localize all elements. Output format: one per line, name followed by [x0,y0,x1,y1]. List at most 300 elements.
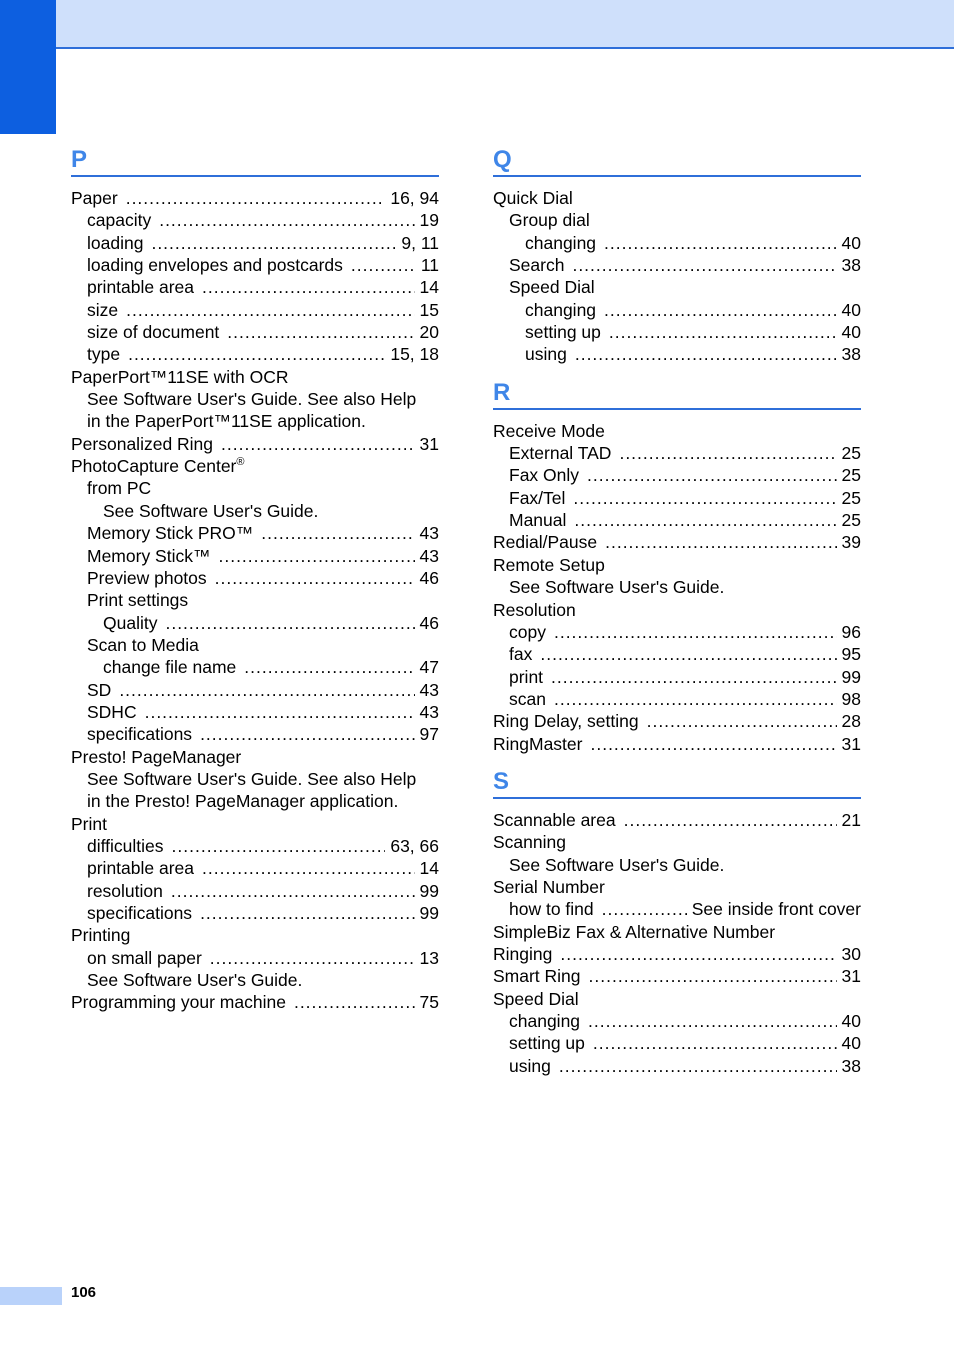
index-term [493,988,579,1010]
index-page-ref: 9, 11 [401,232,439,253]
index-term [87,545,210,567]
dot-leader [551,666,836,688]
index-term [87,768,416,790]
index-term-text: Ringing [493,943,553,964]
index-term [493,831,566,853]
index-page-ref: 38 [841,255,861,276]
index-term-text: PhotoCapture Center [71,456,237,477]
index-section [71,140,439,1014]
index-term-text: Fax Only [509,465,580,486]
index-page-ref: 38 [841,1055,861,1076]
dot-leader [200,723,414,745]
index-term [87,790,398,812]
index-term [493,554,605,576]
index-page-ref: 19 [419,210,439,231]
index-term [509,898,594,920]
index-term [509,621,546,643]
index-term [87,522,253,544]
index-term-text: Memory Stick PRO™ [87,523,254,544]
index-term [509,209,590,231]
index-term [87,969,302,991]
index-entry [493,921,861,943]
section-letter-heading: S [493,762,861,799]
index-entry [71,299,439,321]
index-term [509,1055,551,1077]
dot-leader [604,299,836,321]
section-letter-heading: Q [493,140,861,177]
index-term [509,254,564,276]
chapter-tab [0,0,56,134]
index-term [71,746,241,768]
index-entry [71,746,439,768]
index-term-text: Search [509,255,565,276]
index-entry [71,589,439,611]
index-term-text: changing [525,232,597,253]
index-entry [493,276,861,298]
index-term [493,876,605,898]
dot-leader [590,733,836,755]
index-term [493,420,605,442]
index-page-ref: 96 [841,621,861,642]
index-term-text: capacity [87,210,152,231]
index-term [87,880,163,902]
index-entry [493,733,861,755]
index-entry [493,1010,861,1032]
index-entry [493,187,861,209]
dot-leader [540,643,836,665]
index-page-ref: 46 [419,612,439,633]
index-column-right [493,140,861,1077]
index-entry [493,464,861,486]
index-entry [71,187,439,209]
index-page-ref: 38 [841,344,861,365]
dot-leader [119,679,414,701]
index-term [71,991,286,1013]
index-term [87,634,199,656]
index-term [525,321,601,343]
index-term-text: specifications [87,724,193,745]
index-page-ref: 97 [419,724,439,745]
index-entry [493,321,861,343]
index-term-text: size [87,299,119,320]
index-entry [71,656,439,678]
index-entry [493,943,861,965]
index-term-text: using [509,1055,551,1076]
index-entry [71,835,439,857]
index-term-text: from PC [87,478,152,499]
index-term [87,299,118,321]
index-term-text: printable area [87,858,195,879]
index-entry [493,1032,861,1054]
index-entry [493,710,861,732]
index-page-ref: 63, 66 [390,835,439,856]
index-term [493,921,775,943]
index-entry [71,321,439,343]
index-term-text: See Software User's Guide. [103,500,319,521]
dot-leader [574,509,836,531]
index-term-text: type [87,344,121,365]
dot-leader [218,545,414,567]
index-entry [493,666,861,688]
index-page-ref: 30 [841,943,861,964]
index-term-text: Quality [103,612,158,633]
dot-leader [589,965,837,987]
index-term-text: Redial/Pause [493,532,598,553]
index-term [87,835,164,857]
dot-leader [128,343,385,365]
index-entry [71,209,439,231]
index-term-text: Personalized Ring [71,433,214,454]
index-term-text: Receive Mode [493,420,605,441]
index-page-ref: 25 [841,510,861,531]
index-term-text: loading [87,232,144,253]
dot-leader [126,187,386,209]
index-term [87,947,202,969]
index-page-ref: 40 [841,1033,861,1054]
index-section [493,140,861,366]
index-term-text: SimpleBiz Fax & Alternative Number [493,921,776,942]
index-entry [71,276,439,298]
index-page-ref: 13 [419,947,439,968]
index-page-ref: 40 [841,322,861,343]
index-page-ref: 99 [419,903,439,923]
footer-band [0,1287,62,1305]
index-entry [493,599,861,621]
index-term [87,209,151,231]
index-term-text: Scan to Media [87,634,199,655]
page-number: 106 [71,1284,97,1301]
index-entry [71,902,439,924]
index-term [509,1032,585,1054]
index-term [493,599,576,621]
index-term-text: setting up [525,322,601,343]
index-entry [71,455,439,477]
index-term [525,343,567,365]
index-page-ref: 15 [419,299,439,320]
index-term [509,509,566,531]
index-term [87,477,151,499]
index-entry [493,898,861,920]
index-term-text: Group dial [509,210,590,231]
index-term [87,902,192,924]
dot-leader [593,1032,837,1054]
index-term [87,410,366,432]
index-term-text: Resolution [493,599,576,620]
index-term-text: Preview photos [87,567,207,588]
dot-leader [554,621,837,643]
index-entry [493,209,861,231]
index-term [87,343,120,365]
index-term [509,276,595,298]
index-entry [71,410,439,432]
index-entry [71,991,439,1013]
index-term-text: Print settings [87,590,189,611]
index-page-ref: 40 [841,1011,861,1031]
index-term-text: See Software User's Guide. See also Help [87,768,417,789]
index-entry [71,343,439,365]
dot-leader [609,321,837,343]
dot-leader [126,299,414,321]
index-entry [71,254,439,276]
index-term [493,943,552,965]
index-entry [71,924,439,946]
index-section [493,762,861,1077]
index-entry [71,947,439,969]
dot-leader [619,442,836,464]
dot-leader [202,857,415,879]
index-term [509,666,543,688]
index-term-text: SD [87,679,112,700]
index-term [509,464,579,486]
index-entry [493,442,861,464]
index-entry [71,634,439,656]
index-page-ref: 21 [841,809,861,830]
dot-leader [227,321,414,343]
index-page-ref: 31 [419,433,439,454]
index-entry [71,545,439,567]
index-page-ref: 25 [841,465,861,486]
index-term-text: difficulties [87,835,164,856]
index-term [87,679,111,701]
index-term-text: See Software User's Guide. [509,577,725,598]
index-term-text: resolution [87,880,163,901]
index-term [87,232,143,254]
index-term-text: Scannable area [493,809,616,830]
index-page-ref: 31 [841,966,861,987]
index-term-text: Speed Dial [493,988,579,1009]
index-term-text: fax [509,644,533,665]
index-term-text: Presto! PageManager [71,746,242,767]
index-entry [71,477,439,499]
index-entry [71,813,439,835]
index-term [493,809,616,831]
dot-leader [165,612,414,634]
index-term-text: using [525,344,567,365]
dot-leader [575,343,837,365]
index-term-text: changing [509,1011,581,1031]
index-page-ref: 75 [419,992,439,1013]
index-term-text: Smart Ring [493,966,581,987]
index-term-text: SDHC [87,701,137,722]
index-term [71,924,130,946]
index-term-text: in the PaperPort™11SE application. [87,411,366,432]
section-letter-heading: P [71,140,439,177]
index-entry [71,969,439,991]
index-term-text: changing [525,299,597,320]
dot-leader [572,254,836,276]
index-entry [493,554,861,576]
index-entry [71,433,439,455]
index-page-ref: 98 [841,688,861,709]
index-term-text: Manual [509,510,567,531]
index-term [525,232,596,254]
dot-leader [624,809,837,831]
section-letter-heading: R [493,373,861,410]
index-entry [71,880,439,902]
index-entry [493,1055,861,1077]
dot-leader [560,943,836,965]
index-term [509,688,546,710]
index-entry [493,232,861,254]
index-term [87,388,416,410]
dot-leader [145,701,415,723]
dot-leader [351,254,416,276]
index-term [509,487,565,509]
index-entry [493,965,861,987]
index-term [87,321,219,343]
dot-leader [200,902,414,924]
index-term-text: Memory Stick™ [87,545,211,566]
index-term-text: Scanning [493,832,566,853]
index-page-ref: 95 [841,644,861,665]
index-entry [493,876,861,898]
dot-leader [151,232,396,254]
index-page-ref: 40 [841,299,861,320]
index-section [493,373,861,755]
index-entry [71,679,439,701]
dot-leader [647,710,837,732]
index-term [493,710,639,732]
index-term [71,455,245,477]
index-page-ref: 39 [841,532,861,553]
index-term [509,576,724,598]
index-page-ref: 99 [419,880,439,901]
dot-leader [244,656,414,678]
dot-leader [573,487,836,509]
dot-leader [605,531,836,553]
index-term [71,187,118,209]
index-page-ref: See inside front cover [691,899,861,920]
index-term [87,589,188,611]
index-term-text: copy [509,621,546,642]
index-page-ref: 43 [419,545,439,566]
index-term-text: printable area [87,277,195,298]
dot-leader [554,688,837,710]
index-page-ref: 14 [419,858,439,879]
dot-leader [171,880,415,902]
index-entry [71,701,439,723]
index-term-text: how to find [509,899,594,920]
index-term-text: See Software User's Guide. [509,854,725,875]
index-term [87,567,207,589]
dot-leader [604,232,836,254]
index-entry [493,688,861,710]
index-entry [493,854,861,876]
dot-leader [587,464,837,486]
dot-leader [221,433,415,455]
index-entry [71,790,439,812]
index-term-text: loading envelopes and postcards [87,255,343,276]
index-term-text: PaperPort™11SE with OCR [71,366,289,387]
index-entry [493,343,861,365]
index-term [87,701,137,723]
index-entry [493,299,861,321]
index-term-text: Serial Number [493,876,605,897]
index-term-text: Speed Dial [509,277,595,298]
index-term-text: setting up [509,1033,585,1054]
index-term [493,187,573,209]
index-term-text: Ring Delay, setting [493,711,639,732]
dot-leader [202,276,415,298]
dot-leader [559,1055,837,1077]
index-term [103,612,157,634]
index-term [87,276,194,298]
index-term-text: Remote Setup [493,554,605,575]
index-term [71,366,289,388]
index-entry [71,388,439,410]
index-term-text: Fax/Tel [509,487,566,508]
index-term [493,531,597,553]
index-term [87,254,343,276]
index-entry [71,522,439,544]
index-page-ref: 46 [419,567,439,588]
dot-leader [294,991,415,1013]
index-term [509,1010,580,1032]
dot-leader [159,209,414,231]
index-page-ref: 14 [419,277,439,298]
dot-leader [588,1010,836,1032]
index-term-text: scan [509,688,546,709]
index-term-text: Quick Dial [493,188,573,208]
index-term [87,857,194,879]
index-term-text: Printing [71,925,131,946]
index-term-text: Print [71,813,107,834]
index-page-ref: 25 [841,443,861,464]
index-page-ref: 11 [420,255,439,276]
index-page-ref: 20 [419,322,439,343]
index-term [509,854,724,876]
index-page-ref: 16, 94 [390,188,439,208]
index-term-text: change file name [103,657,237,678]
index-term [71,813,107,835]
index-term-text: Paper [71,188,118,208]
index-entry [493,809,861,831]
index-entry [493,509,861,531]
index-term [103,500,318,522]
index-page-ref: 99 [841,666,861,687]
index-entry [71,768,439,790]
index-page-ref: 31 [841,733,861,754]
index-entry [71,723,439,745]
index-term [509,643,532,665]
index-entry [71,612,439,634]
index-page-ref: 47 [419,657,439,678]
index-term-text: Programming your machine [71,992,286,1013]
index-entry [493,487,861,509]
index-entry [71,857,439,879]
index-entry [71,232,439,254]
index-page-ref: 40 [841,232,861,253]
index-page-ref: 43 [419,523,439,544]
index-entry [493,831,861,853]
index-entry [71,500,439,522]
index-page-ref: 43 [419,679,439,700]
index-column-left [71,140,439,1014]
header-band [0,0,954,49]
index-term [493,733,582,755]
index-term-text: See Software User's Guide. [87,970,303,991]
index-entry [493,576,861,598]
index-entry [493,531,861,553]
dot-leader [210,947,415,969]
dot-leader [602,898,687,920]
index-term-text: print [509,666,544,687]
index-term [103,656,236,678]
index-term-text: size of document [87,322,220,343]
index-term-text: See Software User's Guide. See also Help [87,389,417,410]
dot-leader [172,835,386,857]
index-term-text: specifications [87,903,193,923]
